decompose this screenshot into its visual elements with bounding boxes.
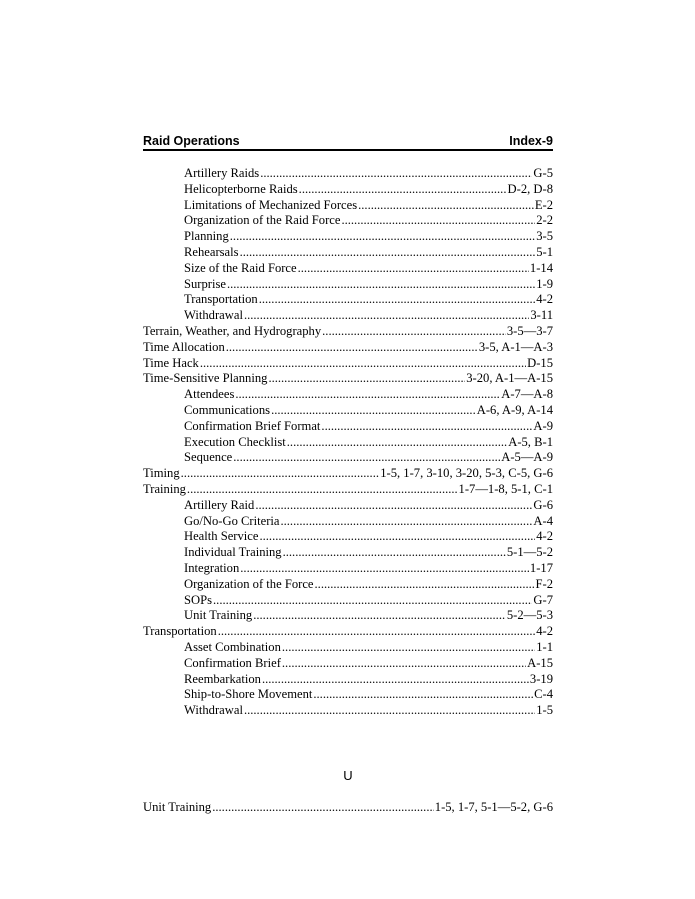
header-page-number: Index-9 [509,134,553,148]
index-subentry [143,277,553,293]
dot-leader [358,198,534,214]
entry-pages: 3-5 [536,229,553,244]
dot-leader [213,593,532,609]
index-subentry [143,545,553,561]
entry-term: Asset Combination [184,639,281,654]
dot-leader [280,514,532,530]
entry-term: Execution Checklist [184,434,286,449]
entry-pages: G-5 [533,166,553,180]
running-header [143,133,553,151]
entry-term: Unit Training [143,800,212,814]
index-entry [143,340,553,356]
index-subentry [143,166,553,182]
index-entries-t [143,166,553,719]
entry-term: Size of the Raid Force [184,260,297,275]
dot-leader [282,656,526,672]
entry-term: Time Allocation [143,339,225,354]
entry-term: Unit Training [184,608,253,623]
entry-term: Time-Sensitive Planning [143,371,268,386]
entry-term: Withdrawal [184,703,243,718]
dot-leader [187,482,458,498]
entry-pages: A-5, B-1 [508,434,553,449]
index-subentry [143,640,553,656]
index-subentry [143,593,553,609]
dot-leader [253,608,506,624]
entry-term: Limitations of Mechanized Forces [184,197,358,212]
entry-pages: 1-5, 1-7, 3-10, 3-20, 5-3, C-5, G-6 [380,466,553,481]
entry-term: Planning [184,229,229,244]
entry-term: Helicopterborne Raids [184,181,298,196]
entry-pages: A-15 [527,655,553,670]
dot-leader [341,213,535,229]
entry-term: Health Service [184,529,259,544]
entry-term: Individual Training [184,545,282,560]
entry-pages: 3-5, A-1—A-3 [478,339,553,354]
entry-pages: 2-2 [536,213,553,228]
entry-pages: A-9 [533,418,553,433]
entry-pages: 3-19 [529,671,553,686]
entry-pages: 4-2 [536,624,553,639]
index-subentry [143,498,553,514]
index-entry [143,356,553,372]
index-entry [143,800,553,816]
entry-pages: 1-7—1-8, 5-1, C-1 [458,481,553,496]
dot-leader [259,529,535,545]
dot-leader [313,687,533,703]
dot-leader [240,245,536,261]
dot-leader [230,229,535,245]
dot-leader [262,672,529,688]
index-subentry [143,198,553,214]
entry-pages: 1-14 [529,260,553,275]
dot-leader [212,800,434,816]
entry-term: Training [143,481,186,496]
entry-pages: G-6 [533,497,553,512]
index-entry [143,466,553,482]
entry-term: Attendees [184,387,235,402]
entry-pages: D-2, D-8 [507,181,553,196]
index-subentry [143,387,553,403]
dot-leader [226,340,478,356]
dot-leader [218,624,536,640]
entry-pages: 4-2 [536,529,553,544]
entry-pages: A-6, A-9, A-14 [476,402,553,417]
dot-leader [244,308,529,324]
dot-leader [299,182,507,198]
index-subentry [143,182,553,198]
index-subentry [143,656,553,672]
entry-pages: 3-5—3-7 [506,323,553,338]
dot-leader [181,466,380,482]
entry-term: Terrain, Weather, and Hydrography [143,323,322,338]
entry-term: Transportation [184,292,258,307]
entry-pages: E-2 [534,197,553,212]
index-entries-u [143,800,553,816]
dot-leader [321,419,532,435]
index-subentry [143,687,553,703]
index-subentry [143,403,553,419]
index-entry [143,371,553,387]
index-subentry [143,292,553,308]
entry-pages: F-2 [535,576,553,591]
entry-pages: G-7 [533,592,553,607]
dot-leader [268,371,465,387]
dot-leader [282,640,535,656]
entry-pages: 1-5, 1-7, 5-1—5-2, G-6 [434,800,553,814]
entry-pages: 3-20, A-1—A-15 [466,371,553,386]
entry-term: Ship-to-Shore Movement [184,687,313,702]
entry-pages: D-15 [527,355,553,370]
index-subentry [143,435,553,451]
entry-pages: 1-1 [536,639,553,654]
entry-pages: 1-9 [536,276,553,291]
entry-term: Sequence [184,450,233,465]
entry-pages: 3-11 [530,308,553,323]
entry-pages: 4-2 [536,292,553,307]
index-subentry [143,577,553,593]
entry-term: Time Hack [143,355,199,370]
entry-pages: 1-5 [536,703,553,718]
dot-leader [271,403,476,419]
entry-pages: 5-2—5-3 [506,608,553,623]
index-entry [143,624,553,640]
entry-term: Timing [143,466,180,481]
dot-leader [233,450,500,466]
entry-term: SOPs [184,592,213,607]
dot-leader [298,261,529,277]
entry-pages: 5-1—5-2 [506,545,553,560]
entry-pages: C-4 [534,687,553,702]
index-entry [143,324,553,340]
dot-leader [240,561,529,577]
entry-term: Organization of the Force [184,576,314,591]
dot-leader [287,435,507,451]
index-subentry [143,261,553,277]
entry-term: Surprise [184,276,226,291]
entry-pages: A-5—A-9 [501,450,553,465]
entry-term: Confirmation Brief [184,655,281,670]
entry-term: Withdrawal [184,308,243,323]
entry-term: Organization of the Raid Force [184,213,341,228]
entry-term: Reembarkation [184,671,261,686]
index-subentry [143,514,553,530]
entry-term: Artillery Raid [184,497,255,512]
index-subentry [143,529,553,545]
entry-pages: 5-1 [536,244,553,259]
entry-term: Confirmation Brief Format [184,418,321,433]
dot-leader [283,545,506,561]
dot-leader [260,166,532,182]
entry-term: Transportation [143,624,217,639]
index-subentry [143,672,553,688]
dot-leader [200,356,526,372]
entry-pages: A-7—A-8 [501,387,553,402]
dot-leader [255,498,532,514]
index-subentry [143,450,553,466]
dot-leader [235,387,500,403]
dot-leader [315,577,535,593]
entry-term: Integration [184,560,240,575]
index-subentry [143,561,553,577]
index-subentry [143,308,553,324]
entry-term: Go/No-Go Criteria [184,513,280,528]
dot-leader [227,277,535,293]
index-subentry [143,703,553,719]
dot-leader [259,292,536,308]
dot-leader [244,703,535,719]
entry-pages: 1-17 [529,560,553,575]
index-entry [143,482,553,498]
dot-leader [322,324,506,340]
entry-term: Communications [184,402,271,417]
index-subentry [143,213,553,229]
section-letter-u: U [343,768,353,783]
index-subentry [143,245,553,261]
entry-term: Rehearsals [184,244,239,259]
index-subentry [143,419,553,435]
index-subentry [143,608,553,624]
header-title: Raid Operations [143,134,240,148]
entry-term: Artillery Raids [184,166,260,180]
index-subentry [143,229,553,245]
entry-pages: A-4 [533,513,553,528]
